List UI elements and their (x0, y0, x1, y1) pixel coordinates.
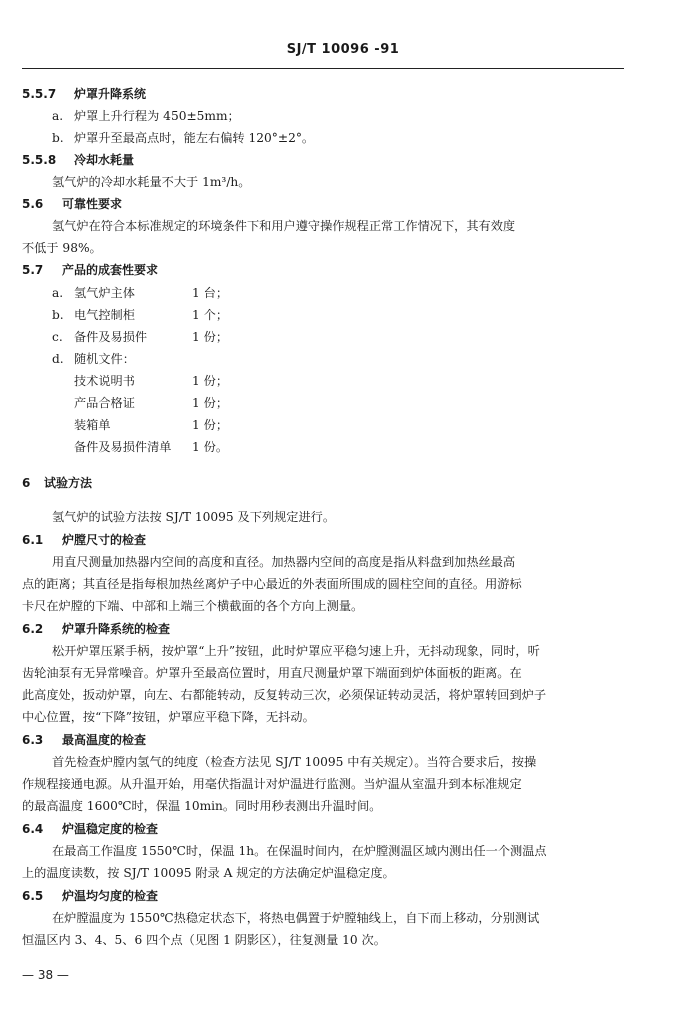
section-6-1-line-3: 卡尺在炉膛的下端、中部和上端三个横截面的各个方向上测量。 (22, 599, 364, 613)
kit-item-a: a. 氢气炉主体 1 台； (52, 286, 229, 300)
section-6-heading: 6 试验方法 (22, 476, 93, 490)
section-6-3-line-2: 作规程接通电源。从升温开始，用毫伏指温计对炉温进行监测。当炉温从室温升到本标准规定 (22, 777, 522, 791)
section-6-2-line-1: 松开炉罩压紧手柄，按炉罩“上升”按钮，此时炉罩应平稳匀速上升，无抖动现象，同时，听 (52, 644, 540, 658)
section-6-1-line-1: 用直尺测量加热器内空间的高度和直径。加热器内空间的高度是指从料盘到加热丝最高 (52, 555, 516, 569)
kit-item-d: d. 随机文件： (52, 352, 135, 366)
section-6-1-line-2: 点的距离；其直径是指每根加热丝离炉子中心最近的外表面所围成的圆柱空间的直径。用游标 (22, 577, 522, 591)
section-6-5-heading: 6.5 炉温均匀度的检查 (22, 889, 159, 903)
section-6-3-line-3: 的最高温度 1600℃时，保温 10min。同时用秒表测出升温时间。 (22, 799, 382, 813)
section-6-2-line-3: 此高度处，扳动炉罩，向左、右都能转动，反复转动三次，必须保证转动灵活，将炉罩转回到炉子 (22, 688, 547, 702)
section-5-6-heading: 5.6 可靠性要求 (22, 197, 123, 211)
section-6-5-line-1: 在炉膛温度为 1550℃热稳定状态下，将热电偶置于炉膛轴线上，自下而上移动，分别测试 (52, 911, 540, 925)
section-6-intro: 氢气炉的试验方法按 SJ/T 10095 及下列规定进行。 (52, 510, 336, 524)
section-6-4-line-1: 在最高工作温度 1550℃时，保温 1h。在保温时间内，在炉膛测温区域内测出任一个测温点 (52, 844, 547, 858)
section-6-1-heading: 6.1 炉膛尺寸的检查 (22, 533, 147, 547)
section-5-5-7-item-a: a. 炉罩上升行程为 450±5mm； (52, 109, 240, 123)
section-6-2-line-4: 中心位置，按“下降”按钮，炉罩应平稳下降，无抖动。 (22, 710, 315, 724)
doc-item-spares-list: 备件及易损件清单 1 份。 (74, 440, 229, 454)
doc-item-manual: 技术说明书 1 份； (74, 374, 229, 388)
section-5-6-line-2: 不低于 98%。 (22, 241, 102, 255)
standard-header: SJ/T 10096 -91 (286, 42, 400, 57)
section-5-5-7-heading: 5.5.7 炉罩升降系统 (22, 87, 147, 101)
kit-item-b: b. 电气控制柜 1 个； (52, 308, 229, 322)
section-6-4-heading: 6.4 炉温稳定度的检查 (22, 822, 159, 836)
section-5-6-line-1: 氢气炉在符合本标准规定的环境条件下和用户遵守操作规程正常工作情况下，其有效度 (52, 219, 516, 233)
section-5-5-8-heading: 5.5.8 冷却水耗量 (22, 153, 135, 167)
kit-item-c: c. 备件及易损件 1 份； (52, 330, 229, 344)
section-6-3-heading: 6.3 最高温度的检查 (22, 733, 147, 747)
page-number: — 38 — (22, 968, 69, 982)
section-5-7-heading: 5.7 产品的成套性要求 (22, 263, 159, 277)
section-5-5-8-text: 氢气炉的冷却水耗量不大于 1m³/h。 (52, 175, 251, 189)
section-5-5-7-item-b: b. 炉罩升至最高点时，能左右偏转 120°±2°。 (52, 131, 315, 145)
section-6-4-line-2: 上的温度读数，按 SJ/T 10095 附录 A 规定的方法确定炉温稳定度。 (22, 866, 395, 880)
section-6-3-line-1: 首先检查炉膛内氢气的纯度（检查方法见 SJ/T 10095 中有关规定）。当符合要求后，按操 (52, 755, 537, 769)
header-rule (22, 68, 624, 69)
doc-item-packing-list: 装箱单 1 份； (74, 418, 229, 432)
doc-item-certificate: 产品合格证 1 份； (74, 396, 229, 410)
section-6-2-heading: 6.2 炉罩升降系统的检查 (22, 622, 171, 636)
section-6-5-line-2: 恒温区内 3、4、5、6 四个点（见图 1 阴影区），往复测量 10 次。 (22, 933, 386, 947)
section-6-2-line-2: 齿轮油泵有无异常噪音。炉罩升至最高位置时，用直尺测量炉罩下端面到炉体面板的距离。在 (22, 666, 522, 680)
